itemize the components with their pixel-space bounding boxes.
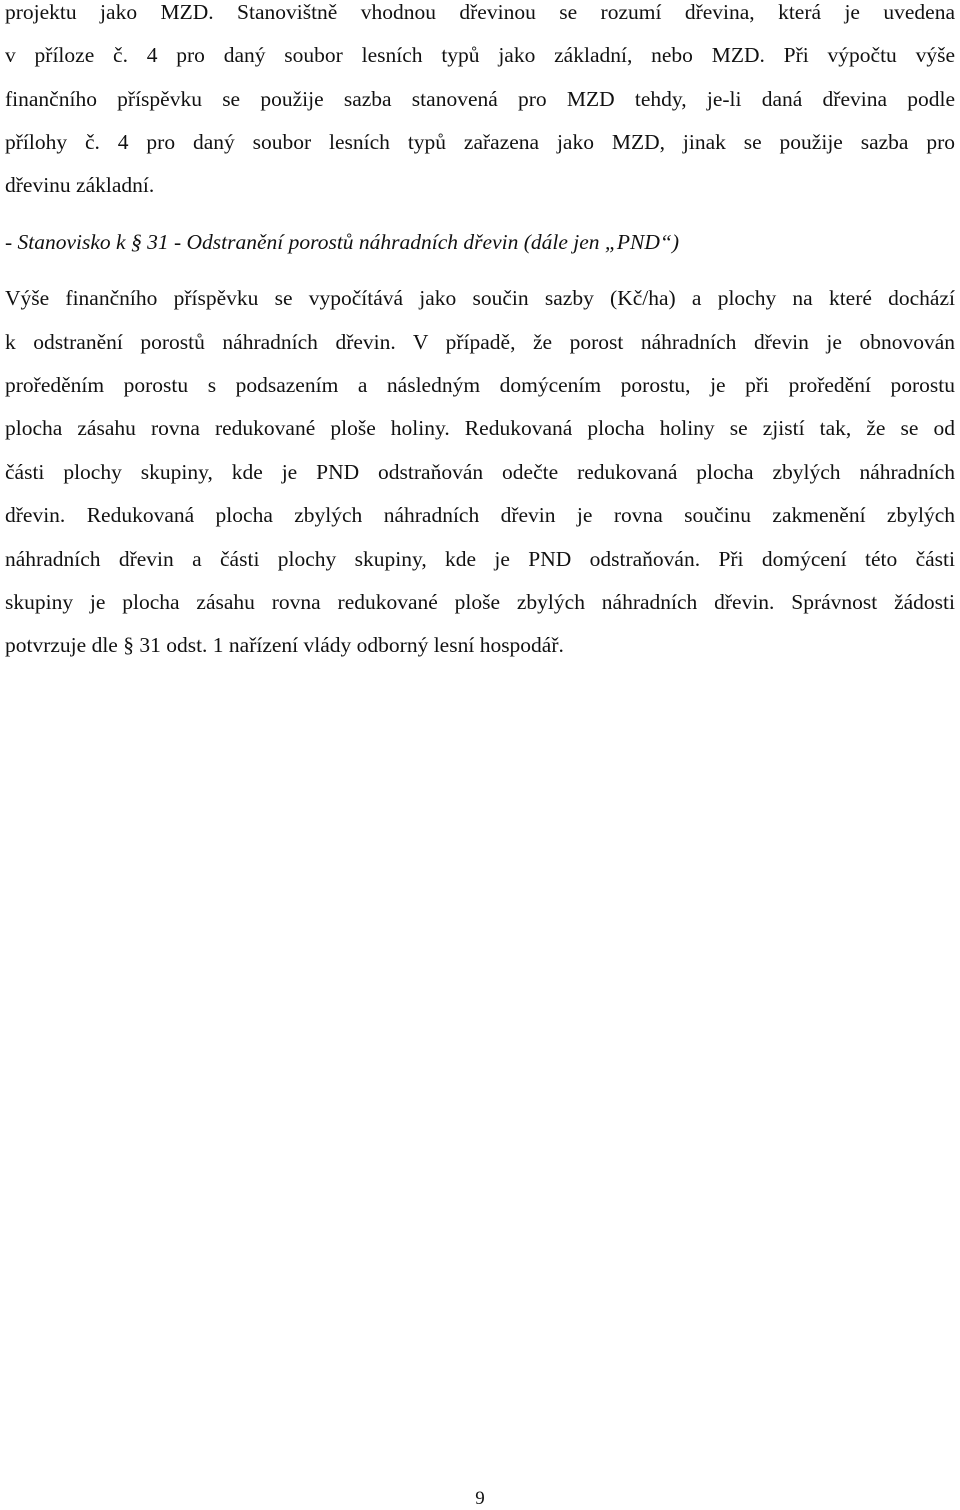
text-line: skupiny je plocha zásahu rovna redukované ploše zbylých náhradních dřevin. Správnost žádosti	[5, 590, 955, 614]
text-line: finančního příspěvku se použije sazba stanovená pro MZD tehdy, je-li daná dřevina podle	[5, 87, 955, 111]
text-line: dřevinu základní.	[5, 173, 155, 197]
text-line: přílohy č. 4 pro daný soubor lesních typů zařazena jako MZD, jinak se použije sazba pro	[5, 130, 955, 154]
page-number: 9	[475, 1488, 485, 1509]
text-line: náhradních dřevin a části plochy skupiny, kde je PND odstraňován. Při domýcení této části	[5, 547, 955, 571]
text-line: dřevin. Redukovaná plocha zbylých náhradních dřevin je rovna součinu zakmenění zbylých	[5, 503, 955, 527]
text-line: proředěním porostu s podsazením a následným domýcením porostu, je při proředění porostu	[5, 373, 955, 397]
text-line: projektu jako MZD. Stanovištně vhodnou dřevinou se rozumí dřevina, která je uvedena	[5, 0, 955, 24]
text-line: k odstranění porostů náhradních dřevin. V případě, že porost náhradních dřevin je obnovován	[5, 330, 955, 354]
text-line: v příloze č. 4 pro daný soubor lesních typů jako základní, nebo MZD. Při výpočtu výše	[5, 43, 955, 67]
section-heading: - Stanovisko k § 31 - Odstranění porostů náhradních dřevin (dále jen „PND“)	[5, 230, 679, 254]
text-line: plocha zásahu rovna redukované ploše holiny. Redukovaná plocha holiny se zjistí tak, že se od	[5, 416, 955, 440]
text-line: potvrzuje dle § 31 odst. 1 nařízení vlády odborný lesní hospodář.	[5, 633, 564, 657]
text-line: Výše finančního příspěvku se vypočítává jako součin sazby (Kč/ha) a plochy na které dochází	[5, 286, 955, 310]
text-line: části plochy skupiny, kde je PND odstraňován odečte redukovaná plocha zbylých náhradních	[5, 460, 955, 484]
